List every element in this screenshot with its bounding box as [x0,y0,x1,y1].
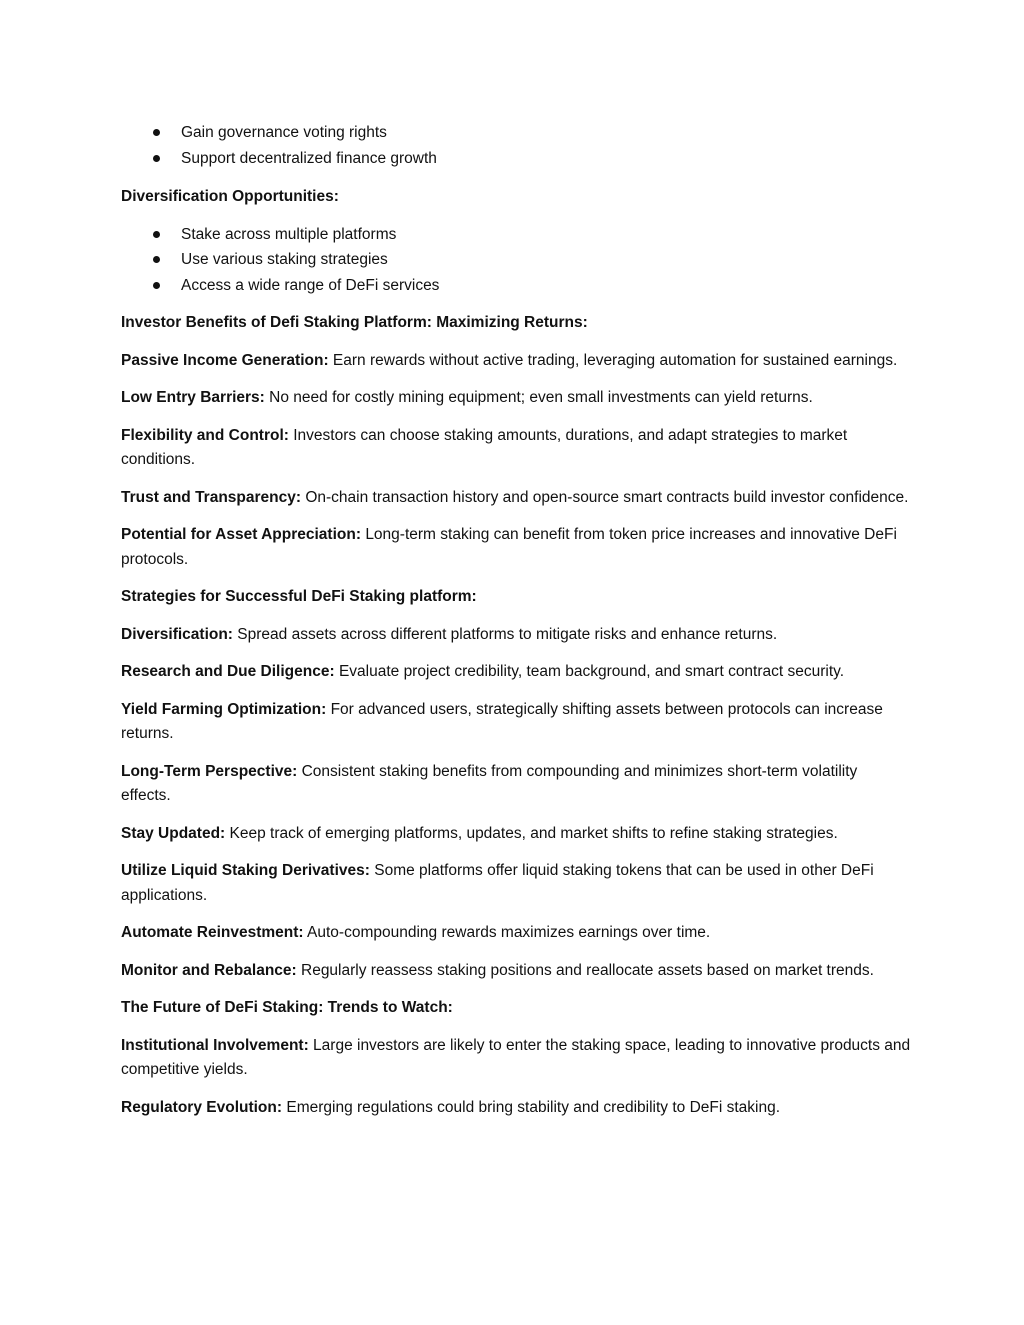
paragraph-benefit [121,386,911,411]
list-item-text: Gain governance voting rights [181,124,387,141]
paragraph-strategy [121,698,911,747]
paragraph-benefit [121,349,911,374]
paragraph-text: Long-term staking can benefit from token price increases and innovative DeFi protocols. [121,526,897,568]
paragraph-term: Yield Farming Optimization: [121,700,327,718]
bullet-icon [153,256,160,263]
paragraph-strategy [121,760,911,809]
bullet-list-governance [121,121,911,172]
section-heading-future: The Future of DeFi Staking: Trends to Watch: [121,999,453,1016]
list-item [121,274,911,300]
paragraph-term: Research and Due Diligence: [121,663,335,680]
list-item [121,223,911,249]
paragraph-text: Auto-compounding rewards maximizes earnings over time. [307,924,711,941]
paragraph-term: Regulatory Evolution: [121,1098,283,1116]
paragraph-term: Potential for Asset Appreciation: [121,526,361,543]
paragraph-term: Utilize Liquid Staking Derivatives: [121,862,370,879]
paragraph-strategy [121,623,911,648]
list-item [121,248,911,274]
list-item-text: Use various staking strategies [181,251,388,268]
paragraph-text: Large investors are likely to enter the staking space, leading to innovative products and competitive yields. [121,1036,911,1078]
paragraph-term: Monitor and Rebalance: [121,961,297,979]
bullet-icon [153,155,160,162]
paragraph-text: Regularly reassess staking positions and reallocate assets based on market trends. [301,961,874,979]
paragraph-text: Keep track of emerging platforms, updates, and market shifts to refine staking strategies. [229,824,838,842]
paragraph-strategy [121,822,911,847]
paragraph-future [121,1096,911,1121]
paragraph-term: Low Entry Barriers: [121,389,265,406]
paragraph-benefit [121,424,911,473]
paragraph-strategy [121,859,911,908]
paragraph-text: Emerging regulations could bring stability and credibility to DeFi staking. [286,1098,781,1116]
bullet-icon [153,282,160,289]
section-heading-diversification: Diversification Opportunities: [121,188,339,205]
paragraph-future [121,1034,911,1083]
paragraph-strategy [121,660,911,685]
paragraph-strategy [121,959,911,984]
list-item-text: Support decentralized finance growth [181,149,437,167]
paragraph-term: Automate Reinvestment: [121,924,304,941]
paragraph-text: Investors can choose staking amounts, durations, and adapt strategies to market conditions. [121,426,848,468]
bullet-list-diversification [121,223,911,300]
bullet-icon [153,231,160,238]
paragraph-term: Passive Income Generation: [121,351,329,369]
paragraph-text: No need for costly mining equipment; even small investments can yield returns. [269,389,813,406]
paragraph-term: Stay Updated: [121,824,226,842]
paragraph-text: Some platforms offer liquid staking tokens that can be used in other DeFi applications. [121,862,874,904]
section-heading-benefits: Investor Benefits of Defi Staking Platform: Maximizing Returns: [121,314,588,331]
document-page [121,121,911,1120]
paragraph-text: Earn rewards without active trading, leveraging automation for sustained earnings. [332,351,898,369]
paragraph-text: For advanced users, strategically shifting assets between protocols can increase returns. [121,700,883,742]
paragraph-term: Diversification: [121,625,233,643]
paragraph-strategy [121,921,911,946]
paragraph-text: Consistent staking benefits from compounding and minimizes short-term volatility effects. [121,762,858,804]
paragraph-term: Institutional Involvement: [121,1036,309,1054]
list-item-text: Access a wide range of DeFi services [181,276,440,294]
list-item [121,147,911,173]
paragraph-text: Evaluate project credibility, team background, and smart contract security. [338,663,845,680]
paragraph-text: On-chain transaction history and open-source smart contracts build investor confidence. [305,488,909,506]
paragraph-term: Long-Term Perspective: [121,762,298,780]
paragraph-text: Spread assets across different platforms to mitigate risks and enhance returns. [237,625,778,643]
list-item [121,121,911,147]
bullet-icon [153,129,160,136]
paragraph-term: Flexibility and Control: [121,426,289,444]
paragraph-benefit [121,523,911,572]
paragraph-benefit [121,486,911,511]
paragraph-term: Trust and Transparency: [121,488,302,506]
section-heading-strategies: Strategies for Successful DeFi Staking platform: [121,588,477,605]
list-item-text: Stake across multiple platforms [181,225,397,243]
